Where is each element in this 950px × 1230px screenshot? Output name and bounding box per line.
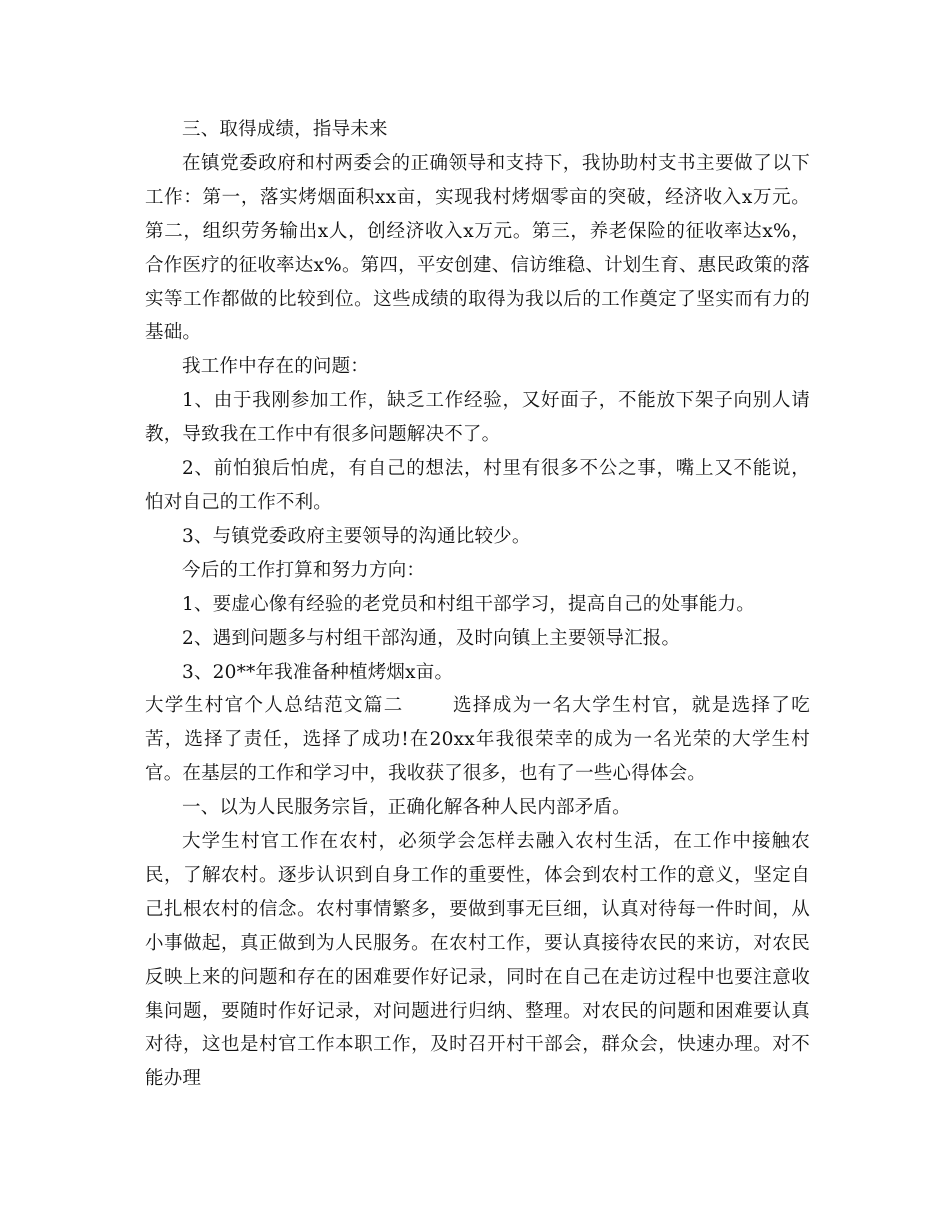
problems-heading: 我工作中存在的问题： (182, 356, 370, 378)
section-title: 大学生村官个人总结范文篇二 (145, 695, 404, 717)
section-lead: 选择成为一名大学生村官，就是选择了吃苦，选择了责任，选择了成功!在20xx年我很荣幸的成为一名光荣的大学生村官。在基层的工作和学习中，我收获了很多，也有了一些心得体会。 (145, 695, 810, 785)
problem-item-2: 2、前怕狼后怕虎，有自己的想法，村里有很多不公之事，嘴上又不能说，怕对自己的工作不利。 (145, 458, 810, 513)
plan-item-3: 3、20**年我准备种植烤烟x亩。 (182, 661, 454, 683)
paragraph-rural-work: 大学生村官工作在农村，必须学会怎样去融入农村生活，在工作中接触农民，了解农村。逐步认识到自身工作的重要性，体会到农村工作的意义，坚定自己扎根农村的信念。农村事情繁多，要做到事无巨细，认真对待每一件时间，从小事做起，真正做到为人民服务。在农村工作，要认真接待农民的来访，对农民反映上来的问题和存在的困难要作好记录，同时在自己在走访过程中也要注意收集问题，要随时作好记录，对问题进行归纳、整理。对农民的问题和困难要认真对待，这也是村官工作本职工作，及时召开村干部会，群众会，快速办理。对不能办理 (145, 831, 810, 1090)
subheading-serve-people: 一、以为人民服务宗旨，正确化解各种人民内部矛盾。 (182, 797, 631, 819)
plans-heading: 今后的工作打算和努力方向： (182, 559, 426, 581)
section-two-paragraph (145, 689, 810, 791)
plan-item-1: 1、要虚心像有经验的老党员和村组干部学习，提高自己的处事能力。 (182, 593, 755, 615)
section-heading-3: 三、取得成绩，指导未来 (182, 119, 388, 140)
problem-item-3: 3、与镇党委政府主要领导的沟通比较少。 (182, 525, 531, 547)
plan-item-2: 2、遇到问题多与村组干部沟通，及时向镇上主要领导汇报。 (182, 627, 681, 649)
document-body (145, 113, 810, 1096)
problem-item-1: 1、由于我刚参加工作，缺乏工作经验，又好面子，不能放下架子向别人请教，导致我在工作中有很多问题解决不了。 (145, 390, 810, 446)
paragraph-achievements: 在镇党委政府和村两委会的正确领导和支持下，我协助村支书主要做了以下工作：第一，落实烤烟面积xx亩，实现我村烤烟零亩的突破，经济收入x万元。第二，组织劳务输出x人，创经济收入x万元。第三，养老保险的征收率达x%，合作医疗的征收率达x%。第四，平安创建、信访维稳、计划生育、惠民政策的落实等工作都做的比较到位。这些成绩的取得为我以后的工作奠定了坚实而有力的基础。 (145, 152, 810, 344)
